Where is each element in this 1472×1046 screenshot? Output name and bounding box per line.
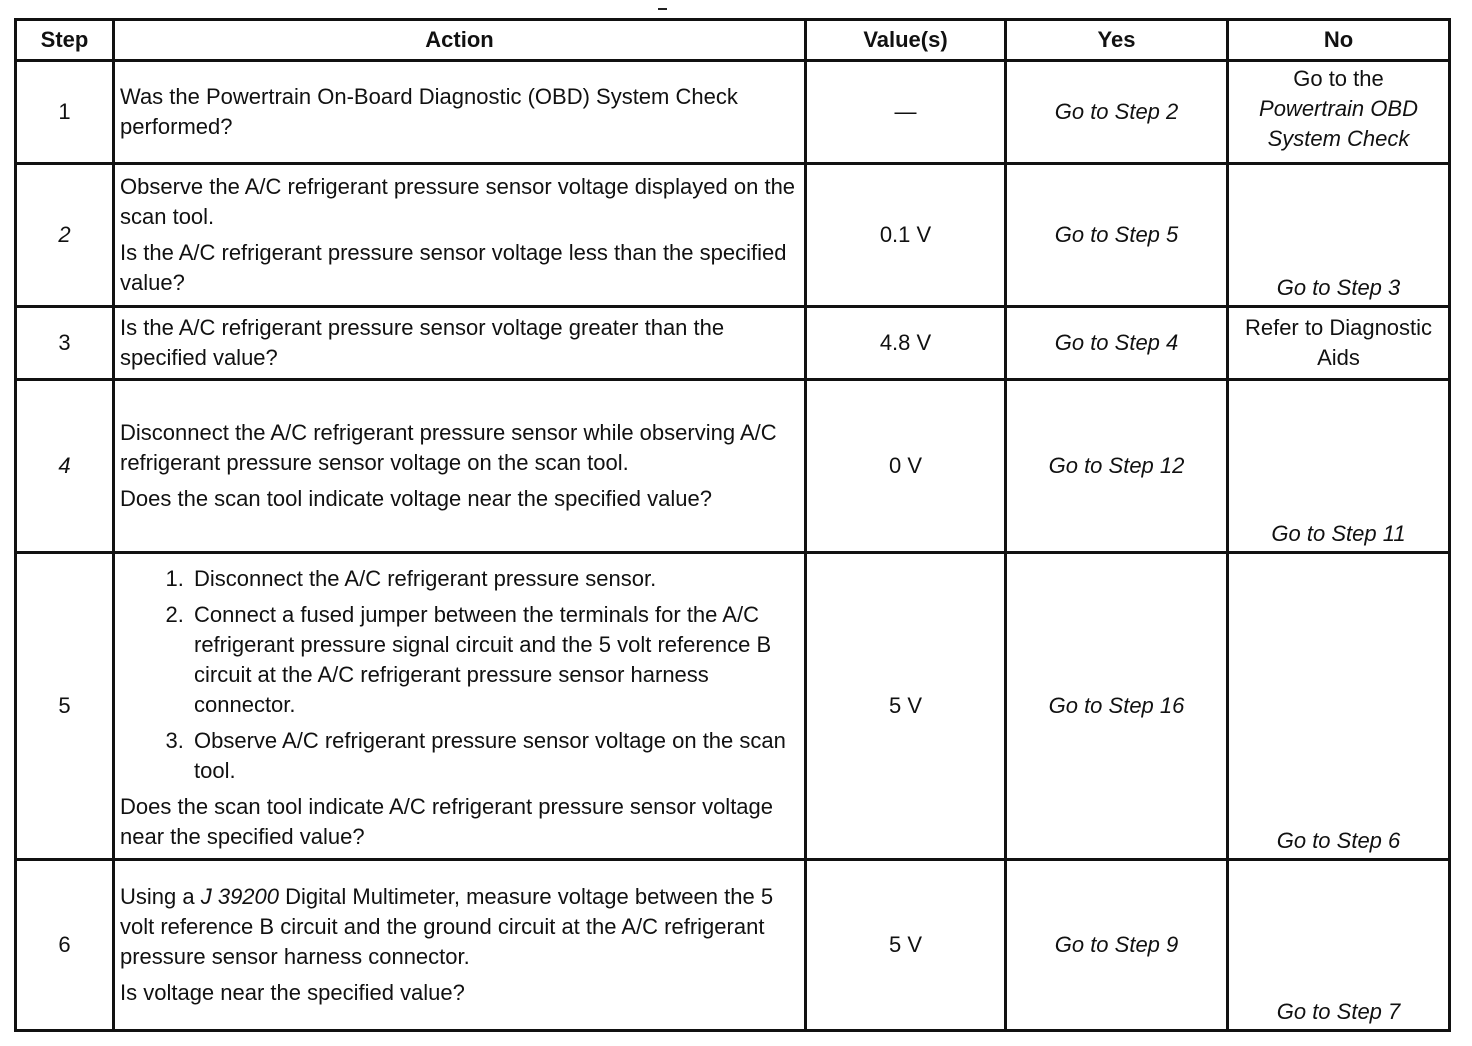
yes-cell: Go to Step 9 (1006, 860, 1228, 1031)
no-cell: Go to Step 3 (1228, 164, 1450, 307)
table-row (16, 61, 1450, 164)
action-cell (114, 860, 806, 1031)
no-cell (1228, 61, 1450, 164)
yes-cell: Go to Step 12 (1006, 380, 1228, 553)
no-cell: Go to Step 6 (1228, 553, 1450, 860)
no-cell: Go to Step 11 (1228, 380, 1450, 553)
no-cell: Go to Step 7 (1228, 860, 1450, 1031)
action-question: Does the scan tool indicate voltage near the specified value? (120, 486, 712, 511)
action-text-pre: Using a (120, 884, 201, 909)
step-number: 1 (16, 61, 114, 164)
table-row (16, 307, 1450, 380)
list-item: 2. Connect a fused jumper between the terminals for the A/C refrigerant pressure signal circuit and the 5 volt reference B circuit at the A/C refrigerant pressure sensor harness connector. (190, 600, 799, 720)
list-item: 1. Disconnect the A/C refrigerant pressure sensor. (190, 564, 799, 594)
action-cell (114, 380, 806, 553)
header-no: No (1228, 20, 1450, 61)
yes-cell: Go to Step 4 (1006, 307, 1228, 380)
header-action: Action (114, 20, 806, 61)
yes-cell: Go to Step 16 (1006, 553, 1228, 860)
action-cell (114, 553, 806, 860)
no-text: Go to the (1293, 66, 1384, 91)
action-text-post: Digital Multimeter, measure voltage between the 5 volt reference B circuit and the ground circuit at the A/C refrigerant pressure sensor harness connector. (120, 884, 774, 969)
action-question: Is voltage near the specified value? (120, 980, 465, 1005)
tool-number: J 39200 (200, 884, 280, 909)
header-step: Step (16, 20, 114, 61)
action-question: Is the A/C refrigerant pressure sensor voltage greater than the specified value? (120, 315, 725, 370)
value-cell: 5 V (806, 860, 1006, 1031)
action-text: Disconnect the A/C refrigerant pressure sensor while observing A/C refrigerant pressure sensor voltage on the scan tool. (120, 420, 777, 475)
step-number: 4 (16, 380, 114, 553)
table-header-row (16, 20, 1450, 61)
yes-cell: Go to Step 2 (1006, 61, 1228, 164)
step-number: 3 (16, 307, 114, 380)
action-cell (114, 307, 806, 380)
action-text: Was the Powertrain On-Board Diagnostic (OBD) System Check performed? (120, 84, 738, 139)
table-row (16, 860, 1450, 1031)
table-row (16, 380, 1450, 553)
action-question: Is the A/C refrigerant pressure sensor voltage less than the specified value? (120, 240, 787, 295)
table-row (16, 164, 1450, 307)
header-yes: Yes (1006, 20, 1228, 61)
value-cell: — (806, 61, 1006, 164)
value-cell: 4.8 V (806, 307, 1006, 380)
list-item: 3. Observe A/C refrigerant pressure sensor voltage on the scan tool. (190, 726, 799, 786)
action-question: Does the scan tool indicate A/C refrigerant pressure sensor voltage near the specified value? (120, 794, 774, 849)
action-text: Observe the A/C refrigerant pressure sensor voltage displayed on the scan tool. (120, 174, 796, 229)
no-cell: Refer to Diagnostic Aids (1228, 307, 1450, 380)
action-cell (114, 164, 806, 307)
step-number: 6 (16, 860, 114, 1031)
yes-cell: Go to Step 5 (1006, 164, 1228, 307)
page-top-mark (658, 8, 667, 10)
step-number: 2 (16, 164, 114, 307)
value-cell: 0 V (806, 380, 1006, 553)
diagnostic-table (14, 18, 1451, 1032)
action-step-list (120, 564, 799, 786)
value-cell: 5 V (806, 553, 1006, 860)
table-row (16, 553, 1450, 860)
step-number: 5 (16, 553, 114, 860)
value-cell: 0.1 V (806, 164, 1006, 307)
header-values: Value(s) (806, 20, 1006, 61)
action-cell (114, 61, 806, 164)
action-text (120, 882, 799, 972)
no-link: Powertrain OBD System Check (1259, 96, 1418, 151)
